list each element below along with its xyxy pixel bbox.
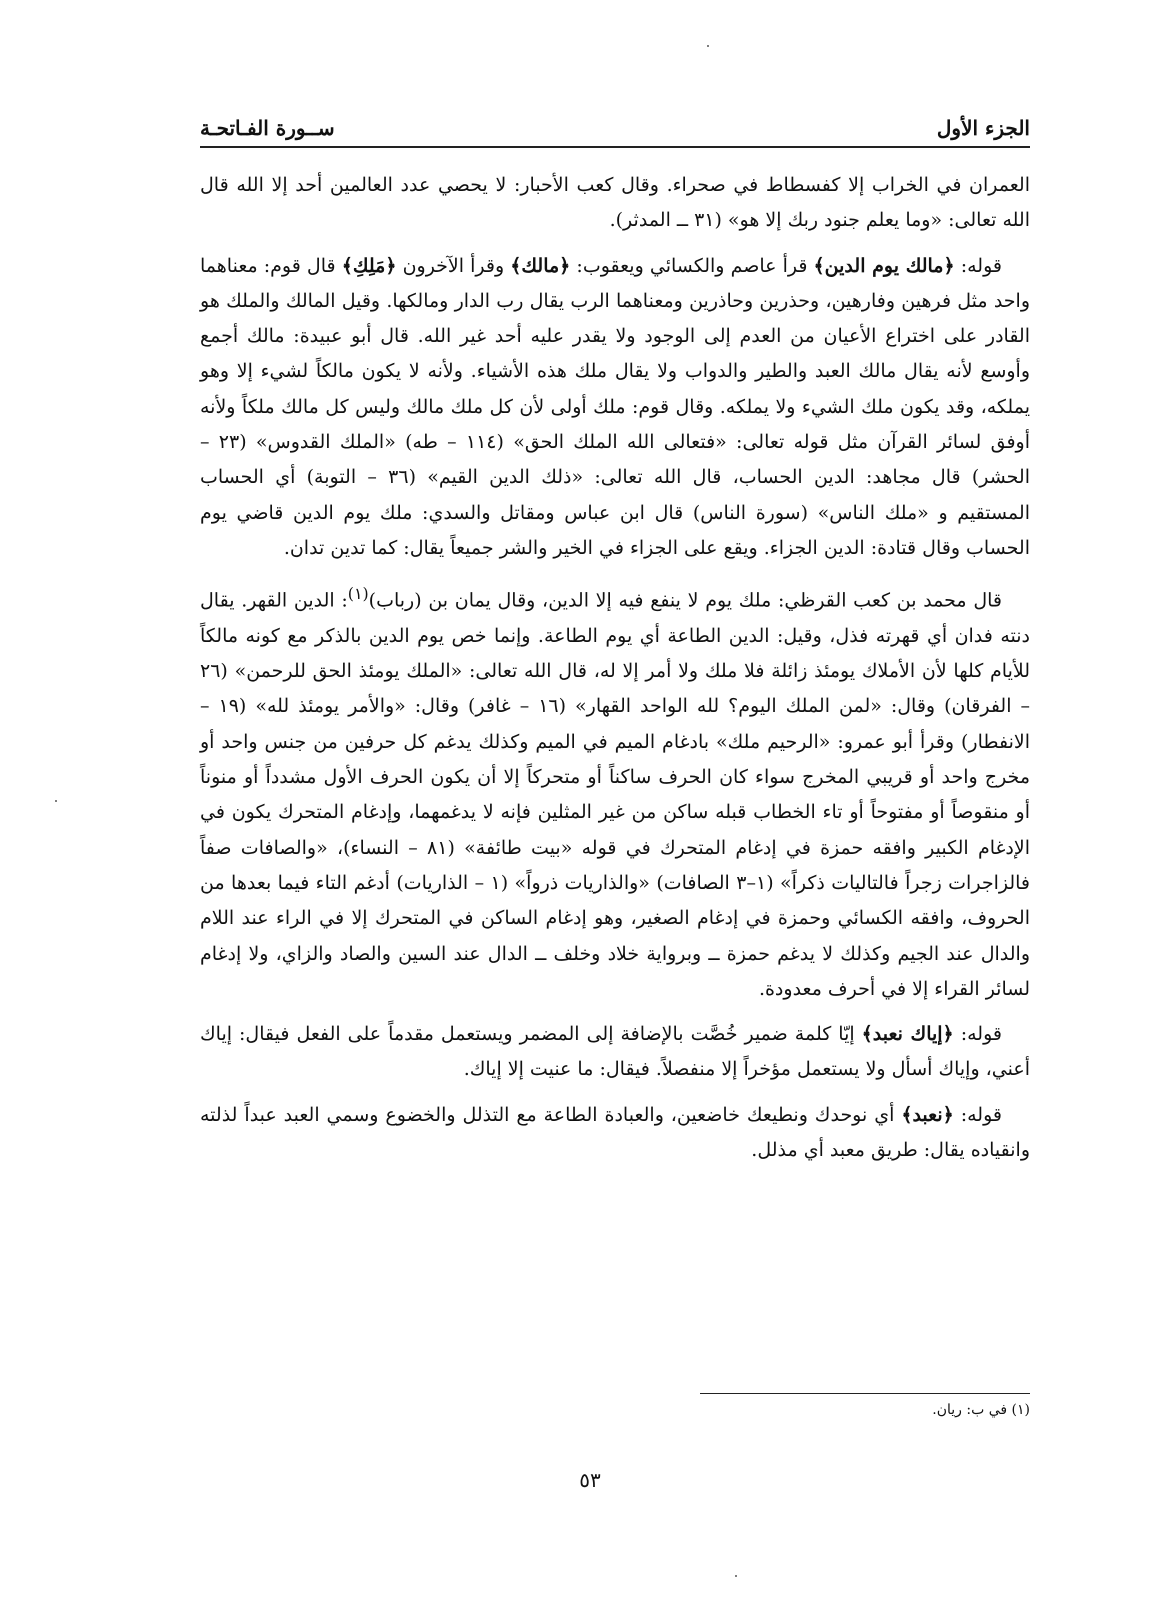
footnote-divider: [700, 1393, 1030, 1394]
quran-phrase: ﴿مالك﴾: [510, 254, 571, 277]
text-run: قوله:: [953, 1023, 1002, 1046]
text-run: : الدين القهر. يقال دنته فدان أي قهرته فذل، وقيل: الدين الطاعة أي يوم الطاعة. وإنما خص يوم الدين بالذكر مع كونه مالكاً للأيام كلها لأن الأملاك يومئذ زائلة فلا ملك ولا أمر إلا له، قال الله تعالى: «الملك يومئذ الحق للرحمن» (٢٦ – الفرقان) وقال: «لمن الملك اليوم؟ لله الواحد القهار» (١٦ – غافر) وقال: «والأمر يومئذ لله» (١٩ – الانفطار) وقرأ أبو عمرو: «الرحيم ملك» بادغام الميم في الميم وكذلك يدغم كل حرفين من جنس واحد أو مخرج واحد أو قريبي المخرج سواء كان الحرف ساكناً أو متحركاً إلا أن يكون الحرف الأول مشدداً أو منوناً أو منقوصاً أو مفتوحاً أو تاء الخطاب قبله ساكن من غير المثلين فإنه لا يدغمهما، وإدغام المتحرك يكون في الإدغام الكبير وافقه حمزة في إدغام المتحرك في قوله «بيت طائفة» (٨١ – النساء)، «والصافات صفاً فالزاجرات زجراً فالتاليات ذكراً» (١–٣ الصافات) «والذاريات ذرواً» (١ – الذاريات) أدغم التاء فيما بعدها من الحروف، وافقه الكسائي وحمزة في إدغام الصغير، وهو إدغام الساكن في المتحرك إلا في الراء عند اللام والدال عند الجيم وكذلك لا يدغم حمزة ــ وبرواية خلاد وخلف ــ الدال عند السين والصاد والزاي، ولا إدغام لسائر القراء إلا في أحرف معدودة.: [200, 589, 1031, 1000]
scan-speck: [707, 45, 709, 47]
page-number: ٥٣: [579, 1468, 601, 1492]
running-header: [200, 100, 1030, 148]
quran-phrase: ﴿إياك نعبد﴾: [861, 1023, 954, 1046]
footnote: (١) في ب: ريان.: [932, 1402, 1030, 1418]
text-run: قوله:: [953, 1103, 1002, 1126]
text-run: قال قوم: معناهما واحد مثل فرهين وفارهين، وحذرين وحاذرين ومعناهما الرب يقال رب الدار ومالكها. وقيل المالك والملك هو القادر على اختراع الأعيان من العدم إلى الوجود ولا يقدر عليه أحد غير الله. قال أبو عبيدة: مالك أجمع وأوسع لأنه يقال مالك العبد والطير والدواب ولا يقال ملك هذه الأشياء. ولأنه لا يكون مالكاً لشيء إلا وهو يملكه، وقد يكون ملك الشيء ولا يملكه. وقال قوم: ملك أولى لأن كل ملك مالك وليس كل مالك ملكاً ولأنه أوفق لسائر القرآن مثل قوله تعالى: «فتعالى الله الملك الحق» (١١٤ – طه) «الملك القدوس» (٢٣ – الحشر) قال مجاهد: الدين الحساب، قال الله تعالى: «ذلك الدين القيم» (٣٦ – التوبة) أي الحساب المستقيم و «ملك الناس» (سورة الناس) قال ابن عباس ومقاتل والسدي: ملك يوم الدين قاضي يوم الحساب وقال قتادة: الدين الجزاء. ويقع على الجزاء في الخير والشر جميعاً يقال: كما تدين تدان.: [200, 254, 1030, 559]
text-run: قوله:: [954, 254, 1002, 277]
scan-speck: [55, 800, 57, 802]
paragraph: [200, 1098, 1030, 1169]
text-run: وقرأ الآخرون: [396, 254, 511, 277]
text-run: إيّا كلمة ضمير خُصَّت بالإضافة إلى المضمر ويستعمل مقدماً على الفعل فيقال: إياك أعني، وإياك أسأل ولا يستعمل مؤخراً إلا منفصلاً. فيقال: ما عنيت إلا إياك.: [200, 1023, 1030, 1081]
paragraph: [200, 1017, 1030, 1088]
paragraph: [200, 168, 1030, 239]
body-text: [200, 168, 1030, 1178]
paragraph: [200, 249, 1030, 567]
book-page: [130, 0, 1050, 1598]
text-run: أي نوحدك ونطيعك خاضعين، والعبادة الطاعة مع التذلل والخضوع وسمي العبد عبداً لذلته وانقياده يقال: طريق معبد أي مذلل.: [200, 1103, 1030, 1162]
quran-phrase: ﴿نعبد﴾: [901, 1103, 954, 1126]
text-run: العمران في الخراب إلا كفسطاط في صحراء. وقال كعب الأحبار: لا يحصي عدد العالمين أحد إلا الله قال الله تعالى: «وما يعلم جنود ربك إلا هو» (٣١ ــ المدثر).: [200, 174, 1030, 232]
paragraph: [200, 576, 1030, 1007]
text-run: قال محمد بن كعب القرظي: ملك يوم لا ينفع فيه إلا الدين، وقال يمان بن (رباب): [368, 589, 1002, 612]
surah-title: ســورة الفـاتحـة: [200, 116, 335, 140]
quran-phrase: ﴿مَلِكِ﴾: [341, 254, 397, 277]
text-run: قرأ عاصم والكسائي ويعقوب:: [570, 254, 814, 277]
scan-speck: [735, 1575, 737, 1577]
quran-phrase: ﴿مالك يوم الدين﴾: [813, 254, 955, 277]
footnote-ref: (١): [347, 584, 369, 604]
part-title: الجزء الأول: [936, 116, 1030, 140]
